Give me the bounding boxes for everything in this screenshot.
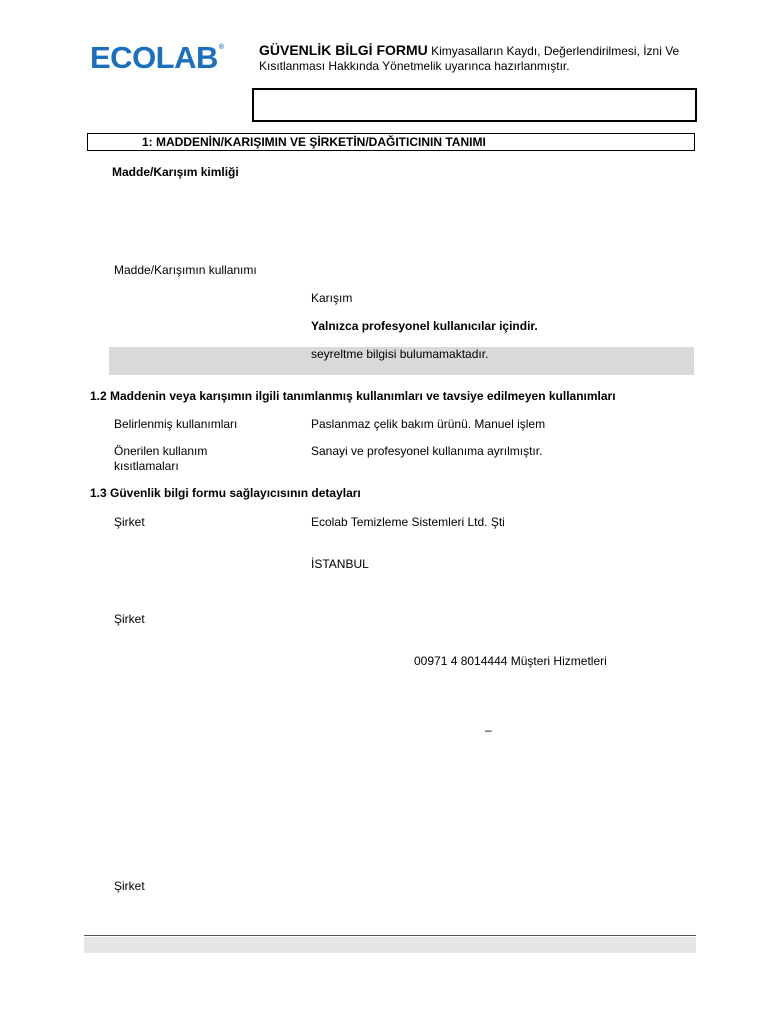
usage-value: Karışım xyxy=(311,291,353,305)
company-1-city: İSTANBUL xyxy=(311,557,369,571)
company-1-name: Ecolab Temizleme Sistemleri Ltd. Şti xyxy=(311,515,505,529)
company-1-label: Şirket xyxy=(114,515,145,529)
section-1-3-title: 1.3 Güvenlik bilgi formu sağlayıcısının detayları xyxy=(90,486,361,500)
restrictions-value: Sanayi ve profesyonel kullanıma ayrılmıştır. xyxy=(311,444,543,458)
dash-mark: – xyxy=(485,723,492,737)
usage-label: Madde/Karışımın kullanımı xyxy=(114,263,257,277)
form-title: GÜVENLİK BİLGİ FORMU xyxy=(259,42,428,58)
professional-note: Yalnızca profesyonel kullanıcılar içindir. xyxy=(311,319,538,333)
dilution-note: seyreltme bilgisi bulumamaktadır. xyxy=(311,347,489,361)
form-subtitle: Kimyasalların Kaydı, Değerlendirilmesi, İzni Ve Kısıtlanması Hakkında Yönetmelik uyarınca hazırlanmıştır. xyxy=(259,44,680,73)
product-name-box xyxy=(252,88,697,122)
identity-label: Madde/Karışım kimliği xyxy=(112,165,239,179)
company-2-label: Şirket xyxy=(114,612,145,626)
section-1-2-title: 1.2 Maddenin veya karışımın ilgili tanımlanmış kullanımları ve tavsiye edilmeyen kullanımları xyxy=(90,389,616,403)
identified-uses-value: Paslanmaz çelik bakım ürünü. Manuel işlem xyxy=(311,417,546,431)
footer-band xyxy=(84,937,696,953)
customer-service-phone: 00971 4 8014444 Müşteri Hizmetleri xyxy=(414,654,607,668)
ecolab-logo xyxy=(90,42,224,73)
logo-text: ECOLAB xyxy=(90,40,218,75)
footer-rule xyxy=(84,935,696,936)
document-title xyxy=(259,43,699,74)
section-1-title: 1: MADDENİN/KARIŞIMIN VE ŞİRKETİN/DAĞITICININ TANIMI xyxy=(142,135,486,149)
logo-registered-mark: ® xyxy=(218,44,224,51)
identified-uses-label: Belirlenmiş kullanımları xyxy=(114,417,238,431)
company-3-label: Şirket xyxy=(114,879,145,893)
restrictions-label: Önerilen kullanım kısıtlamaları xyxy=(114,444,208,473)
